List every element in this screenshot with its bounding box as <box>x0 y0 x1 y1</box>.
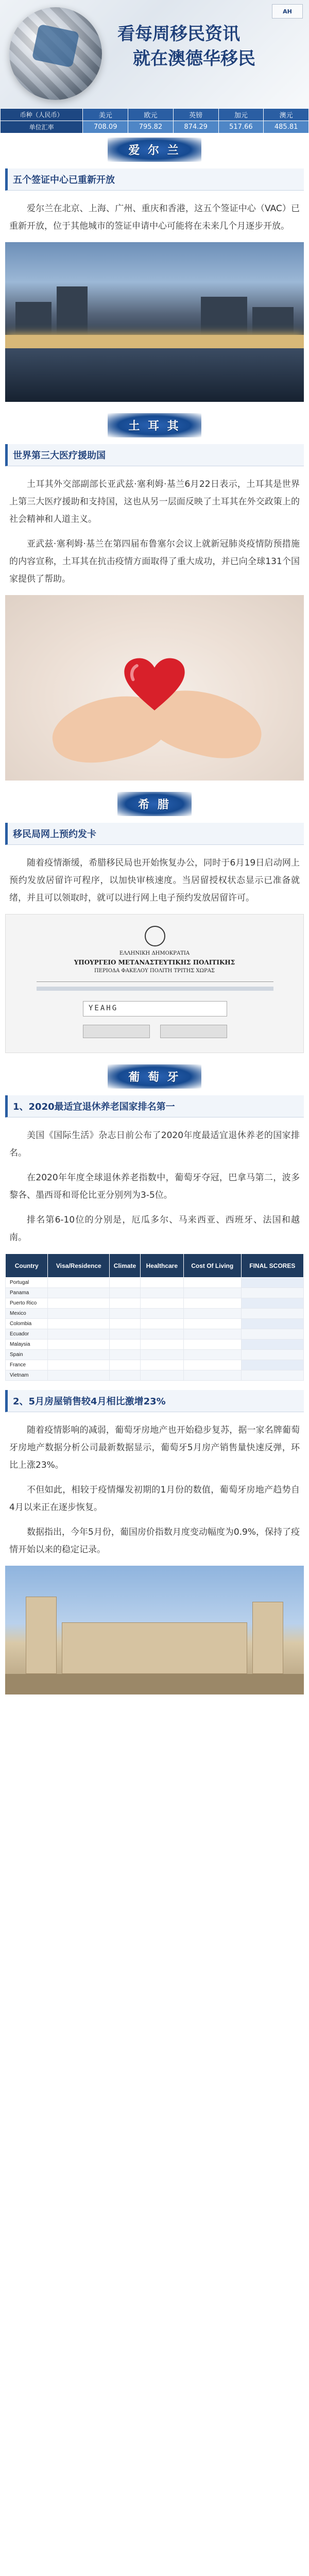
article-paragraph: 排名第6-10位的分别是，厄瓜多尔、马来西亚、西班牙、法国和越南。 <box>9 1215 300 1243</box>
score-cell <box>110 1360 141 1370</box>
score-cell <box>48 1319 110 1329</box>
score-cell <box>140 1370 183 1381</box>
score-cell <box>241 1319 303 1329</box>
country-cell: Panama <box>6 1288 48 1298</box>
column-header: Cost Of Living <box>183 1254 241 1278</box>
heart-icon <box>121 657 188 714</box>
exchange-rate-header-row <box>1 109 309 121</box>
fx-header-cell: 欧元 <box>128 109 174 121</box>
country-cell: Puerto Rico <box>6 1298 48 1309</box>
article-headline: 移民局网上预约发卡 <box>5 823 304 845</box>
score-cell <box>48 1278 110 1288</box>
table-row <box>6 1319 304 1329</box>
score-cell <box>140 1278 183 1288</box>
score-cell <box>110 1350 141 1360</box>
article-paragraph: 不但如此，相较于疫情爆发初期的1月份的数值，葡萄牙房地产趋势自4月以来正在逐步恢复。 <box>9 1485 300 1513</box>
score-cell <box>48 1309 110 1319</box>
jeronimos-monastery-photo <box>5 1566 304 1694</box>
score-cell <box>183 1370 241 1381</box>
article-headline: 2、5月房屋销售较4月相比激增23% <box>5 1390 304 1412</box>
country-cell: Mexico <box>6 1309 48 1319</box>
country-tag-ireland <box>0 133 309 165</box>
score-cell <box>241 1288 303 1298</box>
country-tag-portugal <box>0 1060 309 1092</box>
score-cell <box>110 1309 141 1319</box>
score-cell <box>241 1329 303 1340</box>
fx-header-cell: 币种（人民币） <box>1 109 83 121</box>
score-cell <box>140 1288 183 1298</box>
article-paragraph: 土耳其外交部副部长亚武兹·塞利姆·基兰6月22日表示，土耳其是世界上第三大医疗援助和支持国，这也从另一层面反映了土耳其在外交政策上的社会精神和人道主义。 <box>9 479 300 524</box>
form-divider <box>37 981 273 982</box>
table-row <box>6 1288 304 1298</box>
score-cell <box>140 1360 183 1370</box>
article-headline: 1、2020最适宜退休养老国家排名第一 <box>5 1095 304 1117</box>
score-cell <box>183 1298 241 1309</box>
score-cell <box>110 1340 141 1350</box>
retirement-table-header-row <box>6 1254 304 1278</box>
score-cell <box>183 1278 241 1288</box>
column-header: FINAL SCORES <box>241 1254 303 1278</box>
form-button[interactable] <box>83 1025 150 1038</box>
score-cell <box>183 1288 241 1298</box>
greek-emblem-icon <box>145 926 165 946</box>
country-cell: Colombia <box>6 1319 48 1329</box>
table-row <box>6 1309 304 1319</box>
table-row <box>6 1360 304 1370</box>
dublin-river-photo <box>5 242 304 402</box>
country-name: 爱 尔 兰 <box>108 138 201 162</box>
article-paragraph: 爱尔兰在北京、上海、广州、重庆和香港，这五个签证中心（VAC）已重新开放，位于其他城市的签证申请中心可能将在未来几个月逐步开放。 <box>9 204 300 231</box>
score-cell <box>140 1298 183 1309</box>
fx-header-cell: 加元 <box>218 109 264 121</box>
retirement-table-body <box>6 1278 304 1381</box>
river-shape <box>5 348 304 402</box>
fx-header-cell: 美元 <box>83 109 128 121</box>
country-cell: Spain <box>6 1350 48 1360</box>
score-cell <box>241 1360 303 1370</box>
article-paragraph: 美国《国际生活》杂志日前公布了2020年度最适宜退休养老的国家排名。 <box>9 1130 300 1158</box>
score-cell <box>48 1340 110 1350</box>
captcha-field[interactable]: YEAHG <box>83 1001 227 1016</box>
article-paragraph: 亚武兹·塞利姆·基兰在第四届布鲁塞尔会议上就新冠肺炎疫情防预措施的内容宣称，土耳其在抗击疫情方面取得了重大成功，并已向全球131个国家提供了帮助。 <box>9 539 300 584</box>
form-button[interactable] <box>160 1025 227 1038</box>
country-cell: France <box>6 1360 48 1370</box>
score-cell <box>48 1360 110 1370</box>
score-cell <box>183 1309 241 1319</box>
tower-shape <box>252 1602 283 1674</box>
hands-heart-photo <box>5 595 304 781</box>
country-cell: Ecuador <box>6 1329 48 1340</box>
article-headline: 世界第三大医疗援助国 <box>5 444 304 466</box>
column-header: Visa/Residence <box>48 1254 110 1278</box>
score-cell <box>241 1278 303 1288</box>
slogan-line-2: 就在澳德华移民 <box>133 48 255 69</box>
country-tag-greece <box>0 788 309 820</box>
score-cell <box>110 1288 141 1298</box>
fx-value-cell: 485.81 <box>264 121 309 133</box>
score-cell <box>48 1350 110 1360</box>
exchange-rate-table <box>0 108 309 133</box>
header-banner <box>0 0 309 108</box>
form-org-line: ΕΛΛΗΝΙΚΗ ΔΗΜΟΚΡΑΤΙΑ <box>119 951 190 956</box>
form-org-line: ΥΠΟΥΡΓΕΙΟ ΜΕΤΑΝΑΣΤΕΥΤΙΚΗΣ ΠΟΛΙΤΙΚΗΣ <box>74 959 235 966</box>
article-paragraph: 随着疫情影响的减弱，葡萄牙房地产也开始稳步复苏，据一家名牌葡萄牙房地产数据分析公司最新数据显示，葡萄牙5月房产销售量快速反弹，环比上涨23%。 <box>9 1425 300 1470</box>
fx-row-label: 单位汇率 <box>1 121 83 133</box>
retirement-index-table <box>5 1253 304 1381</box>
article-paragraph: 随着疫情渐缓，希腊移民局也开始恢复办公，同时于6月19日启动网上预约发放居留许可程序，以加快审核速度。当居留授权状态显示已准备就绪，并且可以领取时，就可以进行网上电子预约发放居留许可。 <box>9 858 300 903</box>
score-cell <box>48 1329 110 1340</box>
ground-shape <box>5 1674 304 1694</box>
fx-header-cell: 澳元 <box>264 109 309 121</box>
score-cell <box>110 1319 141 1329</box>
slogan-line-1: 看每周移民资讯 <box>117 24 240 44</box>
score-cell <box>110 1370 141 1381</box>
exchange-rate-value-row <box>1 121 309 133</box>
column-header: Healthcare <box>140 1254 183 1278</box>
score-cell <box>140 1350 183 1360</box>
table-row <box>6 1370 304 1381</box>
table-row <box>6 1340 304 1350</box>
table-row <box>6 1350 304 1360</box>
article-paragraph: 数据指出，今年5月份，葡国房价指数月度变动幅度为0.9%，保持了疫情开始以来的稳定记录。 <box>9 1527 300 1555</box>
score-cell <box>48 1288 110 1298</box>
column-header: Country <box>6 1254 48 1278</box>
country-cell: Malaysia <box>6 1340 48 1350</box>
banner-slogan <box>117 22 255 71</box>
score-cell <box>110 1329 141 1340</box>
score-cell <box>140 1319 183 1329</box>
score-cell <box>241 1370 303 1381</box>
table-row <box>6 1329 304 1340</box>
greek-appointment-form-screenshot <box>5 914 304 1053</box>
score-cell <box>241 1309 303 1319</box>
score-cell <box>241 1340 303 1350</box>
score-cell <box>110 1278 141 1288</box>
score-cell <box>241 1298 303 1309</box>
score-cell <box>48 1370 110 1381</box>
bottom-spacer <box>0 1702 309 1708</box>
article-paragraph: 在2020年年度全球退休养老指数中，葡萄牙夺冠，巴拿马第二，波多黎各、墨西哥和哥伦比亚分别列为3-5位。 <box>9 1173 300 1200</box>
score-cell <box>183 1350 241 1360</box>
country-cell: Portugal <box>6 1278 48 1288</box>
tower-shape <box>26 1597 57 1674</box>
country-cell: Vietnam <box>6 1370 48 1381</box>
brand-logo: AH <box>272 4 303 19</box>
score-cell <box>241 1350 303 1360</box>
score-cell <box>183 1360 241 1370</box>
score-cell <box>140 1309 183 1319</box>
bridge-shape <box>5 335 304 348</box>
form-text-line-shape <box>37 987 273 991</box>
globe-puzzle-image <box>9 7 102 100</box>
score-cell <box>48 1298 110 1309</box>
fx-header-cell: 英镑 <box>173 109 218 121</box>
country-tag-turkey <box>0 409 309 441</box>
facade-shape <box>62 1622 247 1674</box>
score-cell <box>183 1319 241 1329</box>
fx-value-cell: 517.66 <box>218 121 264 133</box>
article-headline: 五个签证中心已重新开放 <box>5 168 304 191</box>
score-cell <box>140 1340 183 1350</box>
column-header: Climate <box>110 1254 141 1278</box>
table-row <box>6 1298 304 1309</box>
score-cell <box>140 1329 183 1340</box>
fx-value-cell: 874.29 <box>173 121 218 133</box>
fx-value-cell: 708.09 <box>83 121 128 133</box>
table-row <box>6 1278 304 1288</box>
score-cell <box>183 1340 241 1350</box>
score-cell <box>110 1298 141 1309</box>
country-name: 希 腊 <box>117 792 192 816</box>
country-name: 土 耳 其 <box>108 413 201 437</box>
score-cell <box>183 1329 241 1340</box>
form-org-line: ΠΕΡΙΟΔΑ ΦΑΚΕΛΟΥ ΠΟΛΙΤΗ ΤΡΙΤΗΣ ΧΩΡΑΣ <box>94 968 215 974</box>
country-name: 葡 萄 牙 <box>108 1064 201 1089</box>
fx-value-cell: 795.82 <box>128 121 174 133</box>
